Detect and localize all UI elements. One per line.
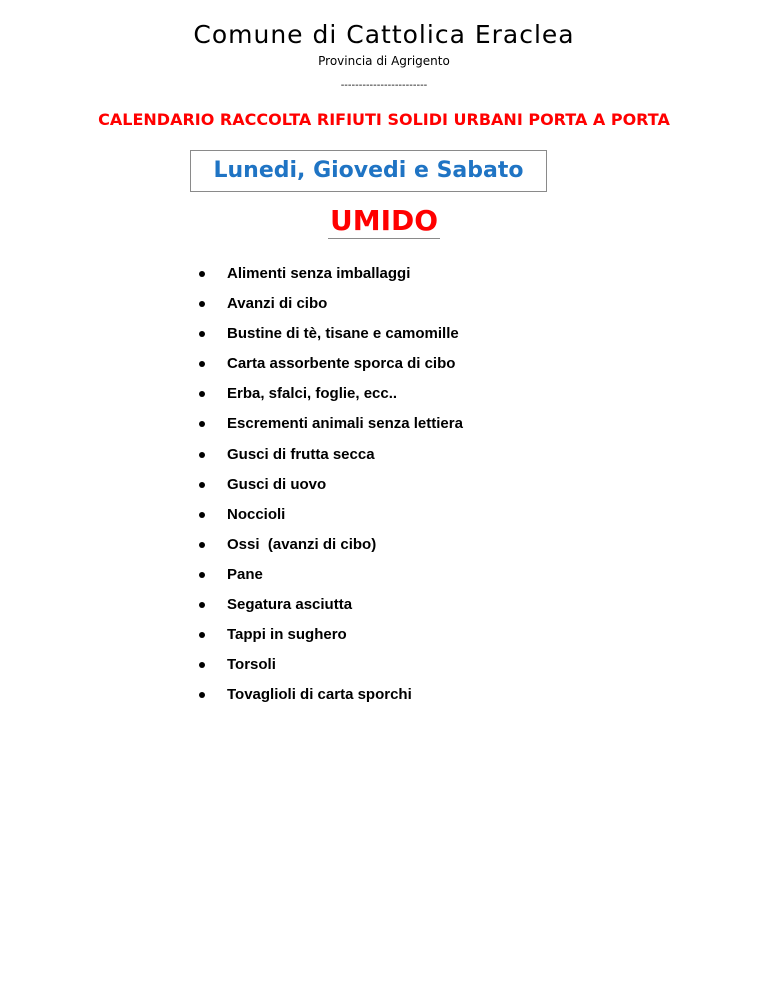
category-label: UMIDO [329, 204, 439, 237]
list-item [196, 623, 463, 653]
bullet-icon [199, 662, 205, 668]
bullet-icon [199, 452, 205, 458]
bullet-icon [199, 482, 205, 488]
list-item-label: Tovaglioli di carta sporchi [227, 686, 412, 704]
bullet-icon [199, 361, 205, 367]
list-item [196, 503, 463, 533]
calendar-heading: CALENDARIO RACCOLTA RIFIUTI SOLIDI URBANI PORTA A PORTA [98, 110, 670, 129]
bullet-icon [199, 602, 205, 608]
list-item-label: Bustine di tè, tisane e camomille [227, 325, 459, 343]
list-item [196, 593, 463, 623]
list-item [196, 683, 463, 713]
list-item-label: Torsoli [227, 656, 276, 674]
list-item-label: Carta assorbente sporca di cibo [227, 355, 456, 373]
list-item-label: Ossi (avanzi di cibo) [227, 535, 377, 553]
bullet-icon [199, 331, 205, 337]
list-item-label: Gusci di uovo [227, 475, 327, 493]
bullet-icon [199, 512, 205, 518]
list-item [196, 292, 463, 322]
list-item [196, 322, 463, 352]
bullet-icon [199, 271, 205, 277]
list-item-label: Tappi in sughero [227, 626, 347, 644]
list-item-label: Pane [227, 565, 263, 583]
list-item [196, 352, 463, 382]
list-item [196, 382, 463, 412]
list-item [196, 473, 463, 503]
collection-days-text: Lunedi, Giovedi e Sabato [213, 158, 524, 183]
bullet-icon [199, 391, 205, 397]
bullet-icon [199, 301, 205, 307]
list-item-label: Noccioli [227, 505, 286, 523]
list-item [196, 653, 463, 683]
list-item-label: Segatura asciutta [227, 596, 353, 614]
list-item-label: Escrementi animali senza lettiera [227, 415, 463, 433]
province-subtitle: Provincia di Agrigento [318, 54, 450, 68]
bullet-icon [199, 542, 205, 548]
bullet-icon [199, 632, 205, 638]
list-item-label: Alimenti senza imballaggi [227, 265, 411, 282]
collection-days-box [190, 150, 547, 192]
list-item [196, 443, 463, 473]
list-item [196, 412, 463, 442]
municipality-title: Comune di Cattolica Eraclea [193, 20, 575, 49]
waste-item-list [196, 262, 463, 713]
category-title [0, 204, 768, 239]
list-item-label: Avanzi di cibo [227, 295, 328, 313]
bullet-icon [199, 572, 205, 578]
bullet-icon [199, 692, 205, 698]
list-item-label: Gusci di frutta secca [227, 445, 375, 463]
list-item [196, 262, 463, 292]
separator-line: ------------------------ [340, 80, 428, 91]
list-item-label: Erba, sfalci, foglie, ecc.. [227, 385, 398, 403]
list-item [196, 533, 463, 563]
list-item [196, 563, 463, 593]
bullet-icon [199, 421, 205, 427]
